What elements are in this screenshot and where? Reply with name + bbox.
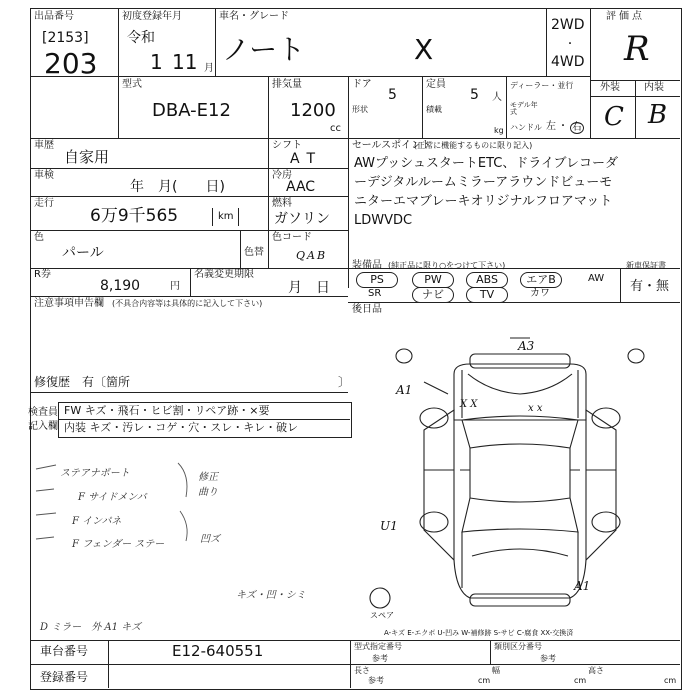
damage-mark: A1 — [574, 579, 591, 593]
warranty-label: 新車保証書 — [626, 261, 666, 270]
sales-point-label: セールスポイント — [352, 140, 432, 151]
width-label: 幅 — [492, 666, 500, 675]
color: パール — [62, 245, 104, 261]
damage-mark: X X — [460, 399, 478, 410]
shape-label: 形状 — [352, 105, 368, 114]
spare-label: スペア — [370, 611, 394, 620]
handle-left: 左 — [546, 121, 556, 132]
handle-label: ハンドル — [510, 123, 542, 132]
drive-dot: ・ — [565, 39, 575, 50]
interior-label: 内装 — [644, 82, 664, 93]
inspector-check-fw: FW キズ・飛石・ヒビ割・リペア跡・×要 — [64, 404, 270, 417]
doors-label: ドア — [352, 79, 372, 90]
doors: 5 — [388, 87, 397, 103]
height-label: 高さ — [588, 666, 604, 675]
score-label: 評価点 — [606, 11, 645, 22]
dealer-label: ディーラー・並行 — [510, 81, 574, 90]
load-label: 積載 — [426, 105, 442, 114]
repair-history-close: 〕 — [338, 375, 351, 389]
name-label: 車名・グレード — [219, 11, 289, 22]
warranty: 有・無 — [630, 279, 670, 294]
equipment-abs: ABS — [466, 272, 508, 288]
drive-4wd: 4WD — [551, 54, 585, 70]
capacity-label: 定員 — [426, 79, 446, 90]
length-label: 長さ — [354, 666, 370, 675]
kg-unit: kg — [494, 126, 504, 135]
width-cm: cm — [574, 676, 587, 685]
capacity: 5 — [470, 87, 479, 103]
inspection: 年 月( 日) — [130, 179, 225, 195]
first-reg-label: 初度登録年月 — [122, 11, 182, 22]
sales-point-line: ーデジタルルームミラーアラウンドビューモ — [354, 175, 613, 190]
color-code-label: 色コード — [272, 232, 312, 243]
equipment-pw: PW — [412, 272, 454, 288]
cc-unit: cc — [330, 123, 341, 134]
lot-label: 出品番号 — [34, 11, 74, 22]
color-label: 色 — [34, 232, 44, 243]
handwritten-note: F フェンダー ステー — [72, 539, 165, 550]
shift: AT — [290, 151, 324, 167]
exterior-score: C — [604, 102, 624, 132]
handwritten-note: F インパネ — [72, 516, 122, 527]
handwritten-note: 修正曲り — [198, 472, 218, 498]
handwritten-note: ステアナポート — [60, 468, 130, 479]
notes-label: 注意事項申告欄 — [34, 298, 104, 309]
displacement: 1200 — [290, 100, 336, 121]
sales-point-line: ニターエマブレーキオリジナルフロアマット — [354, 194, 613, 209]
equipment-aw: AW — [588, 273, 605, 284]
ac: AAC — [286, 179, 316, 195]
equipment-tv: TV — [466, 287, 508, 303]
equipment-navi: ナビ — [412, 287, 454, 303]
equipment-sr: SR — [368, 288, 382, 299]
damage-mark: U1 — [380, 519, 398, 533]
person-unit: 人 — [492, 92, 502, 103]
handwritten-note: F サイドメンバ — [78, 492, 147, 503]
km-unit: km — [218, 211, 234, 222]
mileage: 6万9千565 — [90, 206, 179, 226]
repair-history: 有〔箇所 — [82, 375, 131, 389]
drive-2wd: 2WD — [551, 17, 585, 33]
model-spec-label: 型式指定番号 — [354, 642, 402, 651]
damage-mark: A3 — [518, 339, 535, 353]
model-label: 型式 — [122, 79, 142, 90]
grade: X — [414, 33, 434, 66]
lot-code: [2153] — [42, 30, 89, 46]
height-cm: cm — [664, 676, 677, 685]
handle-dot: ・ — [558, 121, 568, 132]
damage-mark: A1 — [396, 383, 413, 397]
yen-unit: 円 — [170, 281, 180, 292]
fuel-label: 燃料 — [272, 198, 292, 209]
mileage-label: 走行 — [34, 198, 54, 209]
score: R — [624, 29, 650, 69]
reg-year: 1 — [150, 50, 163, 74]
inspector-check-interior: 内装 キズ・汚レ・コゲ・穴・スレ・キレ・破レ — [64, 421, 299, 434]
interior-score: B — [648, 100, 668, 130]
reg-month: 11 — [172, 50, 198, 74]
name-change-label: 名義変更期限 — [194, 269, 254, 280]
era: 令和 — [127, 30, 155, 46]
equipment-ps: PS — [356, 272, 398, 288]
model-year-label: モデル年式 — [510, 101, 538, 116]
length-cm: cm — [478, 676, 491, 685]
handwritten-note: キズ・凹・シミ — [236, 590, 306, 601]
recycle: 8,190 — [100, 278, 141, 294]
damage-legend: A-キズ E-エクボ U-凹み W-補修跡 S-サビ C-腐食 XX-交換済 — [384, 629, 574, 637]
handwriting-strokes — [30, 455, 250, 555]
damage-mark: x x — [528, 403, 543, 414]
equipment-label: 装備品 — [352, 260, 382, 271]
sales-point-line: AWプッシュスタートETC、ドライブレコーダ — [354, 156, 619, 171]
category-label: 類別区分番号 — [494, 642, 542, 651]
category-ref: 参考 — [540, 654, 556, 663]
equipment-leather: カワ — [530, 288, 550, 299]
ac-label: 冷房 — [272, 170, 292, 181]
car-diagram — [360, 330, 680, 630]
notes-sub: (不具合内容等は具体的に記入して下さい) — [112, 299, 263, 308]
registration-label: 登録番号 — [40, 670, 89, 684]
shift-label: シフト — [272, 140, 302, 151]
displacement-label: 排気量 — [272, 79, 302, 90]
sales-point-sub: (正常に機能するものに限り記入) — [414, 141, 533, 150]
color-code: QAB — [296, 249, 328, 262]
handle-right: 右 — [572, 122, 582, 133]
inspection-label: 車検 — [34, 170, 54, 181]
history-label: 車歴 — [34, 140, 54, 151]
sales-point-line: LDWVDC — [354, 213, 413, 228]
chassis: E12-640551 — [172, 642, 264, 660]
length-ref: 参考 — [368, 676, 384, 685]
car-name: ノート — [222, 33, 306, 66]
handwritten-note: 凹ズ — [200, 534, 220, 545]
handwritten-note: D ミラー 外 A1 キズ — [40, 622, 141, 633]
post-items-label: 後日品 — [352, 304, 382, 315]
chassis-label: 車台番号 — [40, 644, 89, 658]
inspector-label: 検査員記入欄 — [28, 407, 58, 432]
equipment-airbag: エアB — [520, 272, 562, 288]
model-spec-ref: 参考 — [372, 654, 388, 663]
name-change-deadline: 月 日 — [288, 280, 330, 296]
exterior-label: 外装 — [600, 82, 620, 93]
fuel: ガソリン — [274, 211, 330, 227]
month-unit: 月 — [204, 63, 214, 74]
model: DBA-E12 — [152, 100, 231, 121]
history: 自家用 — [64, 148, 110, 166]
equipment-sub: (純正品に限り○をつけて下さい) — [388, 261, 506, 270]
recycle-label: R券 — [34, 269, 51, 280]
lot-number: 203 — [44, 47, 98, 80]
sales-point-text — [354, 154, 678, 230]
repair-history-label: 修復歴 — [34, 375, 71, 389]
color-swap-label: 色替 — [244, 247, 264, 258]
